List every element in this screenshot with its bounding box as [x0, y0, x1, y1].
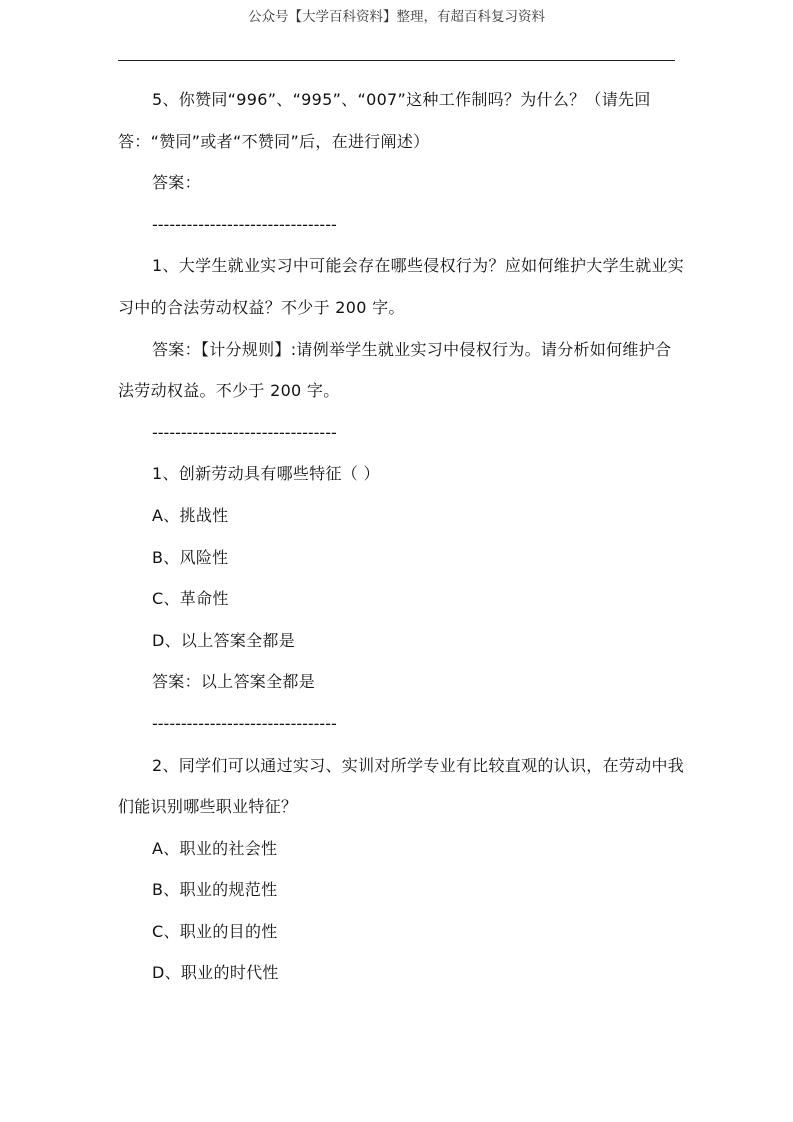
- separator-line: --------------------------------: [152, 422, 337, 442]
- answer-line: 答案：【计分规则】:请例举学生就业实习中侵权行为。请分析如何维护合: [152, 339, 672, 359]
- option-a: A、职业的社会性: [152, 838, 278, 858]
- question-line: 1、创新劳动具有哪些特征（ ）: [152, 464, 380, 484]
- option-a: A、挑战性: [152, 505, 229, 525]
- question-line: 5、你赞同“996”、“995”、“007”这种工作制吗？为什么？（请先回: [152, 90, 651, 109]
- question-line: 们能识别哪些职业特征？: [118, 797, 298, 817]
- separator-line: --------------------------------: [152, 214, 337, 234]
- option-d: D、以上答案全都是: [152, 630, 296, 650]
- question-line: 1、大学生就业实习中可能会存在哪些侵权行为？应如何维护大学生就业实: [152, 256, 685, 276]
- page-header: 公众号【大学百科资料】整理，有超百科复习资料: [248, 9, 545, 25]
- question-line: 习中的合法劳动权益？不少于 200 字。: [118, 297, 405, 317]
- header-divider: [118, 60, 675, 61]
- document-body: [118, 79, 685, 994]
- answer-line: 答案：: [152, 173, 201, 193]
- question-line: 答：“赞同”或者“不赞同”后，在进行阐述）: [118, 131, 430, 151]
- question-line: 2、同学们可以通过实习、实训对所学专业有比较直观的认识，在劳动中我: [152, 755, 685, 775]
- option-c: C、职业的目的性: [152, 921, 278, 941]
- option-b: B、风险性: [152, 547, 229, 567]
- option-c: C、革命性: [152, 589, 229, 609]
- separator-line: --------------------------------: [152, 713, 337, 733]
- answer-line: 答案：以上答案全都是: [152, 672, 316, 692]
- answer-line: 法劳动权益。不少于 200 字。: [118, 381, 340, 401]
- option-b: B、职业的规范性: [152, 880, 278, 900]
- option-d: D、职业的时代性: [152, 963, 279, 983]
